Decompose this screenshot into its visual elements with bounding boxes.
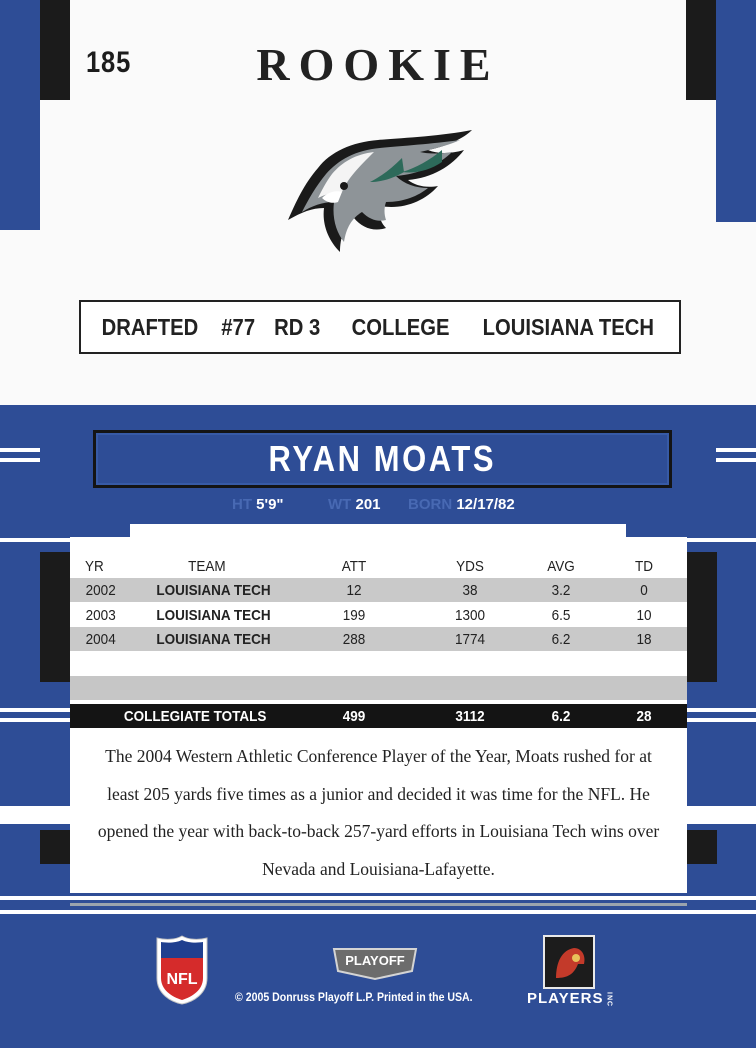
left-stripe-line bbox=[0, 718, 70, 722]
row-year: 2004 bbox=[85, 631, 116, 648]
height-label: HT bbox=[232, 496, 252, 513]
totals-avg: 6.2 bbox=[551, 708, 571, 725]
draft-round: RD 3 bbox=[274, 313, 321, 340]
row-year: 2003 bbox=[85, 607, 116, 624]
footer-gray-line bbox=[70, 903, 687, 906]
left-name-lines bbox=[0, 448, 40, 468]
totals-yds: 3112 bbox=[455, 708, 485, 725]
totals-td: 28 bbox=[636, 708, 652, 725]
row-year: 2002 bbox=[85, 582, 116, 599]
left-blue-stripe bbox=[0, 0, 40, 230]
table-row bbox=[70, 578, 687, 602]
bio-text: The 2004 Western Athletic Conference Player of the Year, Moats rushed for at least 205 yards five times as a junior and decided it was time for the NFL. He opened the year with back-to-back 257-yard efforts in Louisiana Tech wins over Nevada and Louisiana-Lafayette. bbox=[97, 746, 660, 879]
stats-tab bbox=[130, 524, 626, 538]
players-label-text: PLAYERS bbox=[527, 990, 604, 1007]
nfl-shield-icon bbox=[153, 934, 211, 1006]
college-name: LOUISIANA TECH bbox=[482, 313, 654, 340]
row-td: 18 bbox=[636, 631, 652, 648]
nfl-logo-text: NFL bbox=[166, 971, 198, 988]
row-att: 199 bbox=[342, 607, 366, 624]
row-yds: 1774 bbox=[454, 631, 486, 648]
drafted-label: DRAFTED bbox=[101, 313, 199, 340]
table-row bbox=[70, 603, 687, 627]
left-stripe-line bbox=[0, 538, 70, 542]
college-label: COLLEGE bbox=[352, 313, 450, 340]
row-avg: 6.2 bbox=[551, 631, 571, 648]
right-blue-stripe bbox=[716, 0, 756, 222]
right-stripe-line bbox=[687, 708, 756, 712]
row-td: 0 bbox=[640, 582, 648, 599]
draft-info-box bbox=[79, 300, 681, 354]
right-black-block bbox=[687, 830, 717, 864]
footer-divider bbox=[0, 896, 756, 900]
left-white-band bbox=[0, 806, 70, 824]
right-stripe-line bbox=[687, 718, 756, 722]
right-stripe-line bbox=[687, 538, 756, 542]
left-black-block bbox=[40, 830, 70, 864]
row-att: 288 bbox=[342, 631, 366, 648]
row-team: LOUISIANA TECH bbox=[156, 607, 271, 624]
footer-divider bbox=[0, 910, 756, 914]
row-yds: 38 bbox=[462, 582, 478, 599]
left-stripe-line bbox=[0, 708, 70, 712]
col-yds: YDS bbox=[456, 558, 484, 575]
playoff-logo-icon bbox=[332, 945, 418, 981]
weight-value: 201 bbox=[355, 496, 381, 513]
players-inc-label bbox=[527, 990, 612, 1007]
height-value: 5'9" bbox=[256, 496, 284, 513]
row-td: 10 bbox=[636, 607, 652, 624]
born-value: 12/17/82 bbox=[456, 496, 515, 513]
empty-row bbox=[70, 676, 687, 700]
players-inc-text: INC bbox=[605, 991, 613, 1007]
right-white-band bbox=[687, 806, 756, 824]
col-avg: AVG bbox=[547, 558, 575, 575]
copyright-text: © 2005 Donruss Playoff L.P. Printed in the USA. bbox=[235, 990, 473, 1004]
row-avg: 3.2 bbox=[551, 582, 571, 599]
weight-label: WT bbox=[328, 496, 352, 513]
right-black-block bbox=[687, 552, 717, 682]
table-row bbox=[70, 627, 687, 651]
row-avg: 6.5 bbox=[551, 607, 571, 624]
player-name: RYAN MOATS bbox=[268, 438, 497, 479]
born-label: BORN bbox=[408, 496, 453, 513]
row-team: LOUISIANA TECH bbox=[156, 582, 271, 599]
col-yr: YR bbox=[85, 558, 104, 575]
left-black-block bbox=[40, 552, 70, 682]
col-att: ATT bbox=[341, 558, 367, 575]
row-att: 12 bbox=[346, 582, 362, 599]
right-name-lines bbox=[716, 448, 756, 468]
row-yds: 1300 bbox=[454, 607, 486, 624]
eagle-logo-icon bbox=[282, 128, 474, 260]
draft-pick: #77 bbox=[220, 313, 255, 340]
rookie-header: ROOKIE bbox=[256, 39, 500, 90]
stats-header-row bbox=[70, 554, 687, 578]
totals-att: 499 bbox=[342, 708, 366, 725]
col-td: TD bbox=[635, 558, 653, 575]
player-name-bar bbox=[93, 430, 672, 488]
col-team: TEAM bbox=[188, 558, 226, 575]
bio-box bbox=[70, 728, 687, 893]
totals-label: COLLEGIATE TOTALS bbox=[123, 708, 267, 725]
playoff-logo-text: PLAYOFF bbox=[345, 953, 405, 968]
row-team: LOUISIANA TECH bbox=[156, 631, 271, 648]
card-number: 185 bbox=[86, 46, 132, 79]
totals-row bbox=[70, 704, 687, 728]
